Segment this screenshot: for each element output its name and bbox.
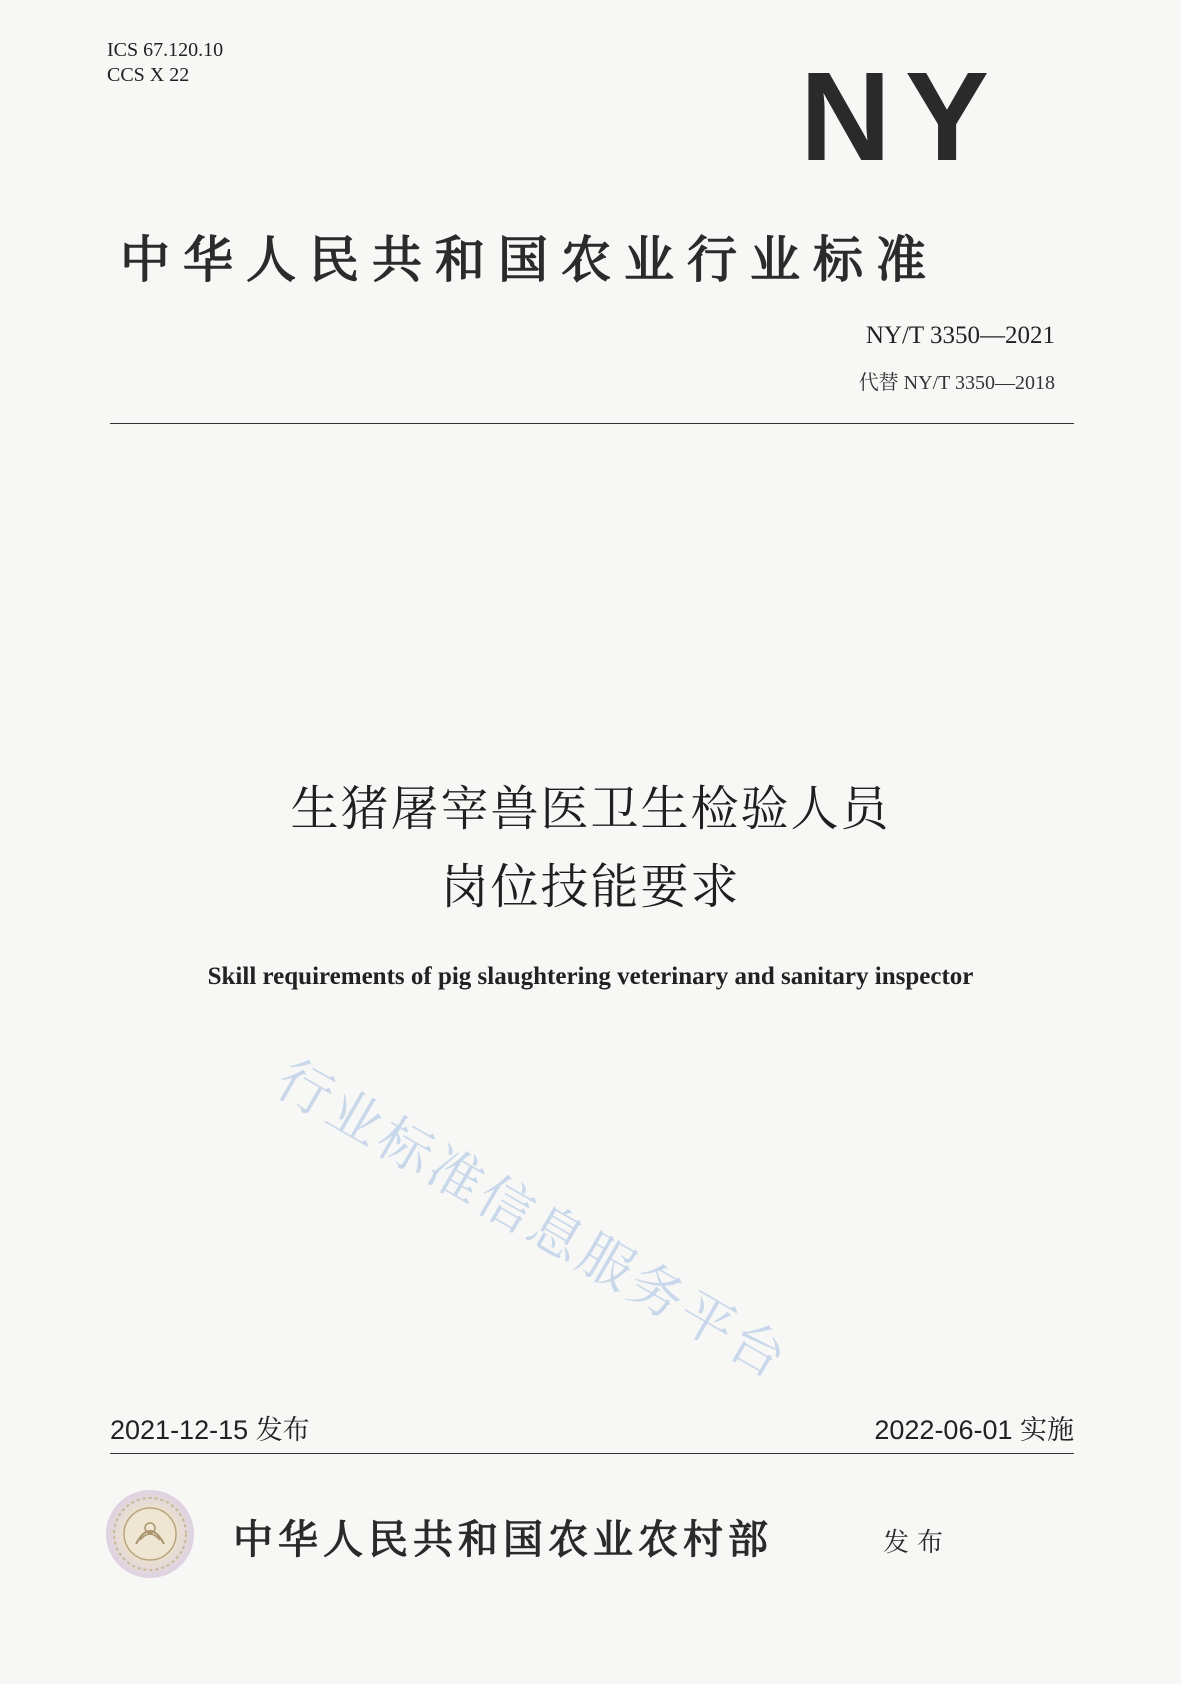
ccs-code: CCS X 22 [107, 64, 190, 86]
ny-logo-mark: NY [800, 46, 1004, 187]
publish-label: 发布 [883, 1528, 952, 1558]
document-title-cn [0, 770, 1181, 926]
watermark: 行业标准信息服务平台 [266, 1047, 800, 1393]
implement-date: 2022-06-01 实施 [874, 1415, 1074, 1445]
title-line-1: 生猪屠宰兽医卫生检验人员 [290, 781, 891, 837]
ministry-emblem-icon [104, 1488, 196, 1580]
top-divider [110, 423, 1074, 424]
replaces-standard: 代替 NY/T 3350—2018 [858, 372, 1055, 394]
issue-date: 2021-12-15 发布 [110, 1415, 310, 1445]
ministry-name: 中华人民共和国农业农村部 [233, 1516, 773, 1563]
document-title-en: Skill requirements of pig slaughtering veterinary and sanitary inspector [207, 963, 974, 990]
title-line-2: 岗位技能要求 [440, 859, 741, 915]
classification-codes [107, 38, 223, 88]
bottom-divider [110, 1453, 1074, 1454]
org-title: 中华人民共和国农业行业标准 [120, 231, 939, 289]
ics-code: ICS 67.120.10 [107, 39, 224, 61]
standard-number: NY/T 3350—2021 [865, 322, 1055, 349]
